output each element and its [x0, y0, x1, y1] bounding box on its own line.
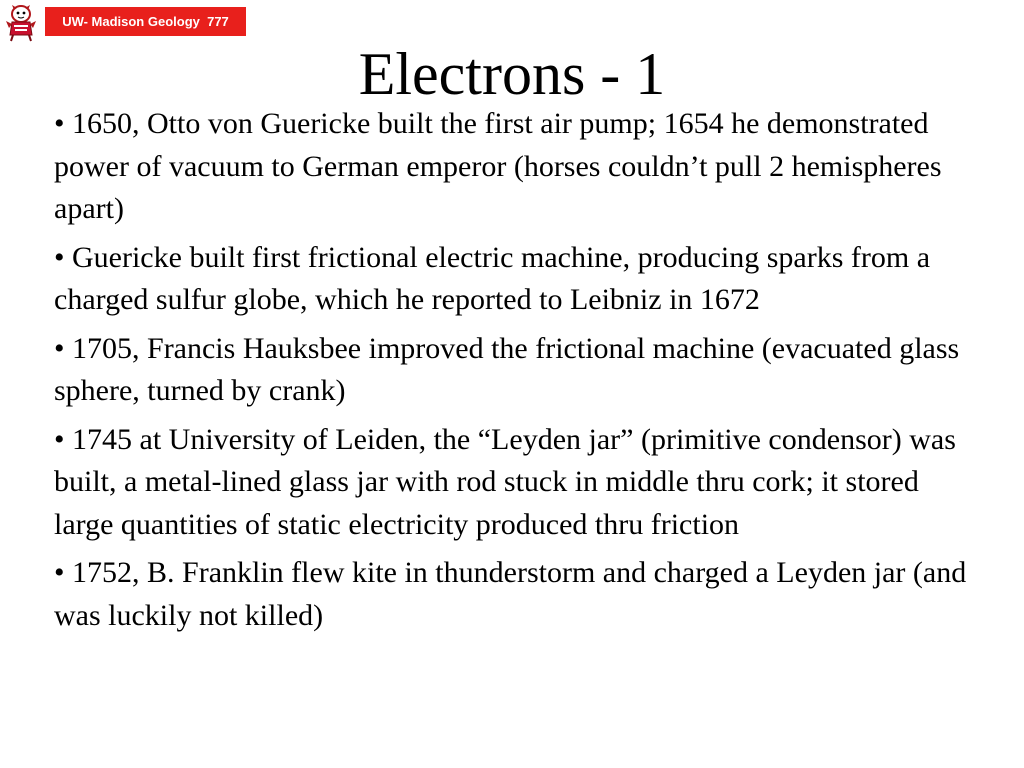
- bullet-item: • Guericke built first frictional electric machine, producing sparks from a charged sulfur globe, which he reported to Leibniz in 1672: [54, 240, 931, 316]
- bullet-item: • 1650, Otto von Guericke built the first air pump; 1654 he demonstrated power of vacuum to German emperor (horses couldn’t pull 2 hemispheres apart): [54, 107, 942, 225]
- course-badge: UW- Madison Geology 777: [45, 7, 246, 36]
- bullet-item: • 1745 at University of Leiden, the “Leyden jar” (primitive condensor) was built, a metal-lined glass jar with rod stuck in middle thru cork; it stored large quantities of static electricity produced thru friction: [54, 422, 956, 541]
- bullet-item: • 1705, Francis Hauksbee improved the frictional machine (evacuated glass sphere, turned by crank): [54, 331, 960, 407]
- slide-title: Electrons - 1: [358, 41, 666, 107]
- bullet-list: [54, 103, 974, 643]
- bullet-item: • 1752, B. Franklin flew kite in thunderstorm and charged a Leyden jar (and was luckily not killed): [54, 556, 967, 632]
- badger-mascot-logo: [3, 2, 39, 42]
